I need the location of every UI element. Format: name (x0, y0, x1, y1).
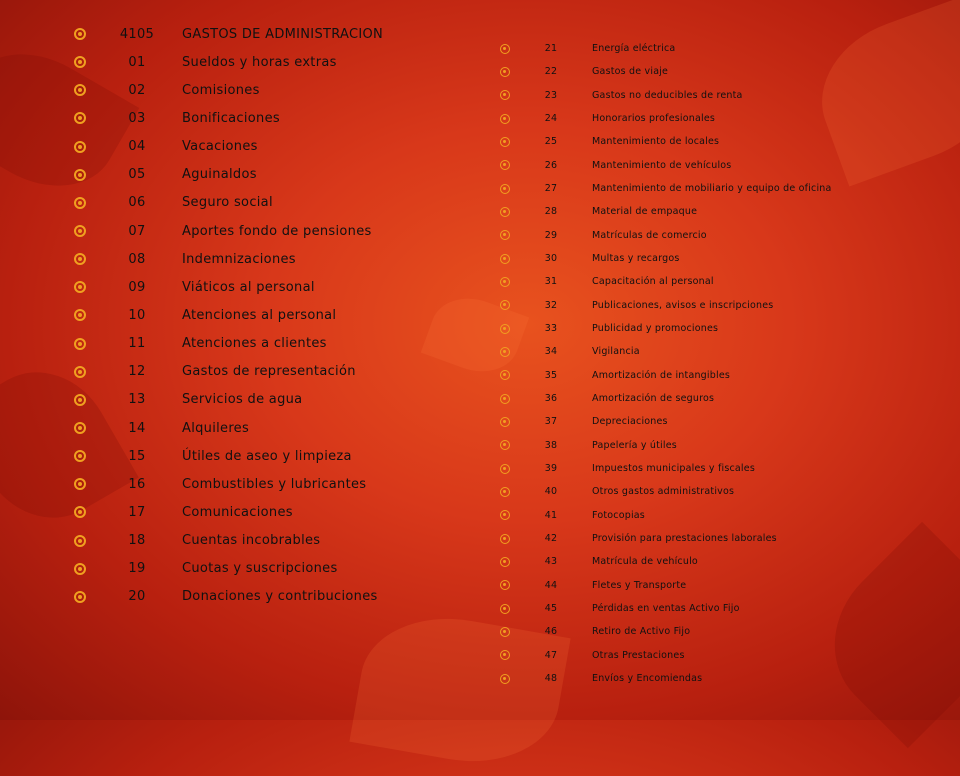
account-label: Papelería y útiles (592, 439, 677, 451)
bullet-icon (74, 56, 86, 68)
bullet-icon (500, 440, 510, 450)
bullet-icon (500, 510, 510, 520)
bullet-icon (500, 347, 510, 357)
bullet-icon (500, 230, 510, 240)
account-label: Envíos y Encomiendas (592, 673, 703, 685)
list-item (500, 597, 832, 620)
bullet-icon (74, 28, 86, 40)
list-item (500, 340, 832, 363)
account-code: 15 (128, 448, 146, 464)
account-label: Alquileres (182, 420, 250, 436)
list-item (500, 504, 832, 527)
bullet-icon (500, 604, 510, 614)
account-code: 01 (128, 54, 146, 70)
bullet-icon (500, 90, 510, 100)
list-item (500, 550, 832, 573)
account-label: Vigilancia (592, 346, 640, 358)
account-code: 48 (544, 673, 558, 685)
account-code: 26 (544, 159, 558, 171)
list-item (500, 620, 832, 643)
account-code: 20 (128, 589, 146, 605)
bullet-icon (500, 277, 510, 287)
account-code: 14 (128, 420, 146, 436)
bullet-icon (74, 563, 86, 575)
list-item (500, 457, 832, 480)
account-label: Depreciaciones (592, 416, 668, 428)
account-code: 02 (128, 82, 146, 98)
bullet-icon (500, 254, 510, 264)
account-code: 11 (128, 336, 146, 352)
account-label: Comisiones (182, 82, 260, 98)
account-code: 39 (544, 463, 558, 475)
account-label: Publicidad y promociones (592, 323, 719, 335)
account-code: 38 (544, 439, 558, 451)
bullet-icon (74, 535, 86, 547)
account-code: 25 (544, 136, 558, 148)
list-item (500, 37, 832, 60)
bullet-icon (74, 591, 86, 603)
account-label: Aportes fondo de pensiones (182, 223, 372, 239)
account-label: Combustibles y lubricantes (182, 476, 367, 492)
list-item (74, 527, 383, 555)
list-item (74, 470, 383, 498)
account-code: 03 (128, 110, 146, 126)
list-item (500, 84, 832, 107)
bullet-icon (74, 169, 86, 181)
account-label: Indemnizaciones (182, 251, 296, 267)
account-code: 04 (128, 139, 146, 155)
account-label: Servicios de agua (182, 392, 303, 408)
account-label: Vacaciones (182, 139, 258, 155)
account-label: Gastos de viaje (592, 66, 669, 78)
account-label: Atenciones a clientes (182, 336, 327, 352)
list-item (500, 177, 832, 200)
account-label: Otros gastos administrativos (592, 486, 735, 498)
account-label: Mantenimiento de mobiliario y equipo de oficina (592, 183, 832, 195)
account-code: 40 (544, 486, 558, 498)
account-label: Matrícula de vehículo (592, 556, 698, 568)
account-code: 17 (128, 504, 146, 520)
account-label: Aguinaldos (182, 167, 257, 183)
account-code: 10 (128, 307, 146, 323)
bullet-icon (500, 44, 510, 54)
bullet-icon (74, 450, 86, 462)
account-code: 12 (128, 364, 146, 380)
account-label: Cuotas y suscripciones (182, 561, 338, 577)
account-code: 28 (544, 206, 558, 218)
account-code: 47 (544, 649, 558, 661)
list-item (74, 498, 383, 526)
account-code: 05 (128, 167, 146, 183)
account-label: Fotocopias (592, 509, 645, 521)
list-item (500, 107, 832, 130)
bullet-icon (74, 422, 86, 434)
list-item (74, 217, 383, 245)
list-item (74, 386, 383, 414)
account-label: Otras Prestaciones (592, 649, 685, 661)
account-label: Multas y recargos (592, 253, 680, 265)
bullet-icon (74, 309, 86, 321)
account-label: Publicaciones, avisos e inscripciones (592, 299, 774, 311)
account-label: Amortización de seguros (592, 393, 715, 405)
list-item (74, 358, 383, 386)
list-item (500, 644, 832, 667)
list-item (500, 527, 832, 550)
account-code: 34 (544, 346, 558, 358)
list-item (500, 294, 832, 317)
account-code: 07 (128, 223, 146, 239)
list-item (500, 434, 832, 457)
account-code: 18 (128, 533, 146, 549)
list-item (74, 245, 383, 273)
bullet-icon (500, 650, 510, 660)
list-item (500, 154, 832, 177)
account-code: 37 (544, 416, 558, 428)
account-code: 08 (128, 251, 146, 267)
bullet-icon (74, 478, 86, 490)
account-label: Mantenimiento de vehículos (592, 159, 732, 171)
list-item (500, 387, 832, 410)
account-code: 24 (544, 113, 558, 125)
list-item (500, 247, 832, 270)
list-item (74, 273, 383, 301)
list-item (500, 574, 832, 597)
bullet-icon (500, 324, 510, 334)
bullet-icon (74, 141, 86, 153)
account-label: Amortización de intangibles (592, 369, 731, 381)
account-code: 13 (128, 392, 146, 408)
list-item (74, 442, 383, 470)
bullet-icon (74, 506, 86, 518)
account-code: 4105 (119, 26, 155, 42)
account-label: Gastos de representación (182, 364, 356, 380)
account-code: 45 (544, 603, 558, 615)
bullet-icon (74, 197, 86, 209)
account-code: 21 (544, 43, 558, 55)
list-item (500, 270, 832, 293)
list-item (500, 224, 832, 247)
account-label: Capacitación al personal (592, 276, 714, 288)
list-item (500, 410, 832, 433)
account-code: 29 (544, 229, 558, 241)
account-code: 27 (544, 183, 558, 195)
list-item (74, 330, 383, 358)
bullet-icon (500, 627, 510, 637)
account-code: 33 (544, 323, 558, 335)
account-code: 22 (544, 66, 558, 78)
account-label: Útiles de aseo y limpieza (182, 448, 352, 464)
list-item (74, 48, 383, 76)
account-label: Pérdidas en ventas Activo Fijo (592, 603, 740, 615)
list-item (500, 364, 832, 387)
list-item (74, 583, 383, 611)
bullet-icon (74, 338, 86, 350)
list-item (500, 200, 832, 223)
account-label: Seguro social (182, 195, 273, 211)
account-label: Gastos no deducibles de renta (592, 89, 743, 101)
account-code: 16 (128, 476, 146, 492)
bullet-icon (500, 207, 510, 217)
account-label: Impuestos municipales y fiscales (592, 463, 755, 475)
account-label: Energía eléctrica (592, 43, 676, 55)
account-list-right (500, 37, 832, 690)
account-code: 32 (544, 299, 558, 311)
account-label: Honorarios profesionales (592, 113, 716, 125)
bullet-icon (74, 253, 86, 265)
account-code: 06 (128, 195, 146, 211)
account-label: Atenciones al personal (182, 307, 337, 323)
bullet-icon (500, 417, 510, 427)
bullet-icon (500, 534, 510, 544)
bullet-icon (74, 112, 86, 124)
account-label: Bonificaciones (182, 110, 280, 126)
bullet-icon (74, 281, 86, 293)
list-item (74, 104, 383, 132)
bullet-icon (500, 67, 510, 77)
bullet-icon (500, 300, 510, 310)
account-code: 46 (544, 626, 558, 638)
list-item (500, 667, 832, 690)
bullet-icon (500, 160, 510, 170)
account-label: Provisión para prestaciones laborales (592, 533, 777, 545)
account-code: 43 (544, 556, 558, 568)
account-code: 31 (544, 276, 558, 288)
bullet-icon (74, 84, 86, 96)
bullet-icon (500, 370, 510, 380)
account-label: Retiro de Activo Fijo (592, 626, 691, 638)
account-code: 41 (544, 509, 558, 521)
list-item (500, 60, 832, 83)
bullet-icon (500, 464, 510, 474)
account-label: Material de empaque (592, 206, 698, 218)
bullet-icon (500, 674, 510, 684)
list-item (500, 480, 832, 503)
list-item (74, 189, 383, 217)
account-label: Cuentas incobrables (182, 533, 321, 549)
bullet-icon (500, 580, 510, 590)
bullet-icon (74, 225, 86, 237)
account-label: Matrículas de comercio (592, 229, 707, 241)
list-item (74, 133, 383, 161)
list-item (74, 555, 383, 583)
list-item (500, 130, 832, 153)
account-code: 23 (544, 89, 558, 101)
list-item (74, 20, 383, 48)
bullet-icon (500, 394, 510, 404)
bullet-icon (500, 137, 510, 147)
account-label: Fletes y Transporte (592, 579, 687, 591)
list-item (500, 317, 832, 340)
account-code: 30 (544, 253, 558, 265)
account-label: Comunicaciones (182, 504, 293, 520)
account-code: 36 (544, 393, 558, 405)
account-label: Mantenimiento de locales (592, 136, 720, 148)
bullet-icon (74, 394, 86, 406)
account-code: 19 (128, 561, 146, 577)
bullet-icon (500, 487, 510, 497)
account-code: 35 (544, 369, 558, 381)
account-label: Donaciones y contribuciones (182, 589, 378, 605)
list-item (74, 76, 383, 104)
account-label: GASTOS DE ADMINISTRACION (182, 26, 384, 42)
account-code: 44 (544, 579, 558, 591)
bullet-icon (500, 114, 510, 124)
list-item (74, 301, 383, 329)
account-list-left (74, 20, 383, 611)
list-item (74, 414, 383, 442)
account-label: Viáticos al personal (182, 279, 315, 295)
bullet-icon (500, 184, 510, 194)
bullet-icon (500, 557, 510, 567)
account-label: Sueldos y horas extras (182, 54, 337, 70)
account-code: 42 (544, 533, 558, 545)
bullet-icon (74, 366, 86, 378)
list-item (74, 161, 383, 189)
account-code: 09 (128, 279, 146, 295)
